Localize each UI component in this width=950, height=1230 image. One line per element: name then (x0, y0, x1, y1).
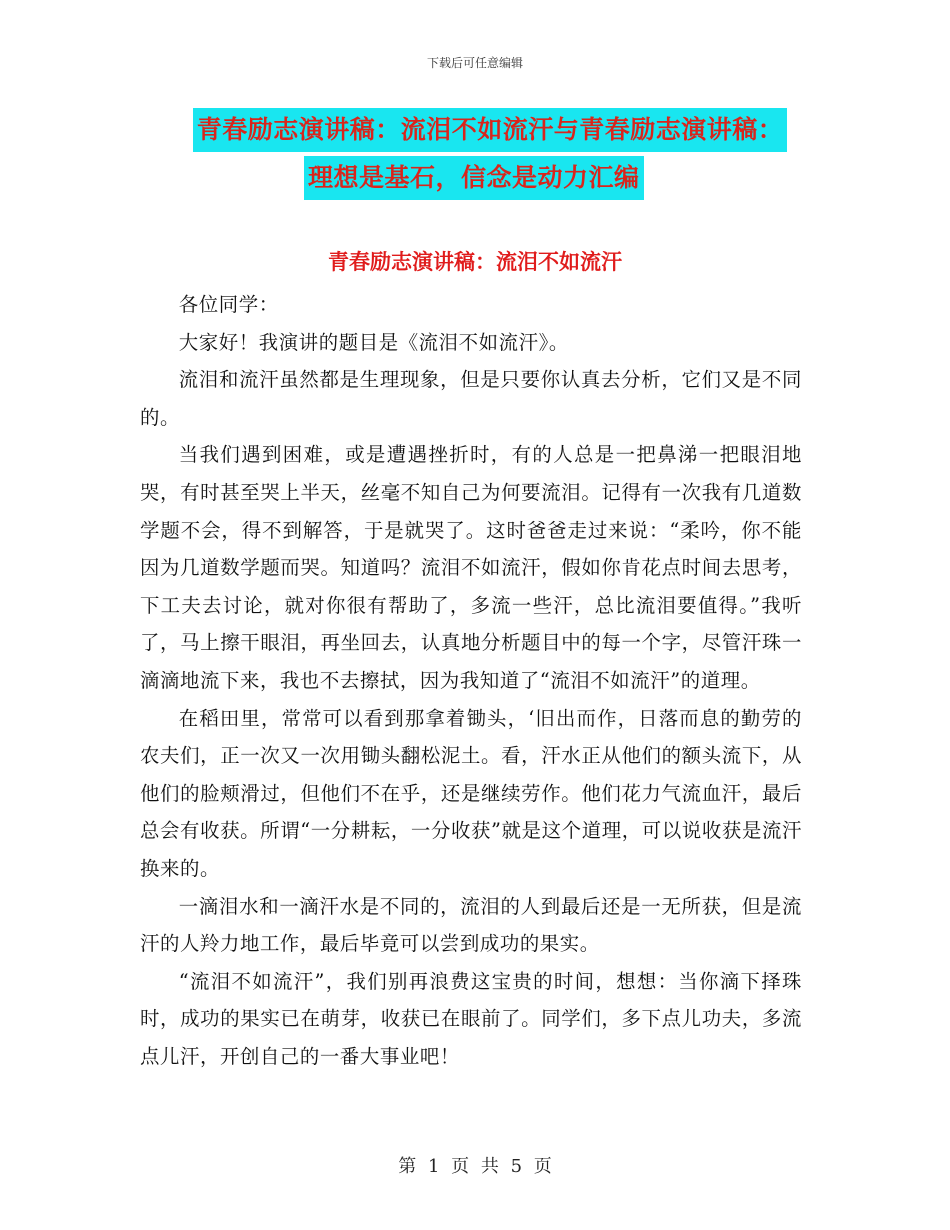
title-line-1: 青春励志演讲稿：流泪不如流汗与青春励志演讲稿： (193, 108, 788, 152)
paragraph: 一滴泪水和一滴汗水是不同的，流泪的人到最后还是一无所获，但是流汗的人羚力地工作，最后毕竟可以尝到成功的果实。 (140, 894, 802, 956)
header-note: 下载后可任意编辑 (426, 56, 523, 70)
paragraph: 当我们遇到困难，或是遭遇挫折时，有的人总是一把鼻涕一把眼泪地哭，有时甚至哭上半天，丝毫不知自己为何要流泪。记得有一次我有几道数学题不会，得不到解答，于是就哭了。这时爸爸走过来说：“柔吟，你不能因为几道数学题而哭。知道吗？流泪不如流汗，假如你肯花点时间去思考，下工夫去讨论，就对你很有帮助了，多流一些汗，总比流泪要值得。”我听了，马上擦干眼泪，再坐回去，认真地分析题目中的每一个字，尽管汗珠一滴滴地流下来，我也不去擦拭，因为我知道了“流泪不如流汗”的道理。 (140, 443, 802, 692)
document-title (0, 108, 950, 200)
paragraph: 在稻田里，常常可以看到那拿着锄头，‘旧出而作，日落而息的勤劳的农夫们，正一次又一次用锄头翻松泥土。看，汗水正从他们的额头流下，从他们的脸颊滑过，但他们不在乎，还是继续劳作。他们花力气流血汗，最后总会有收获。所谓“一分耕耘，一分收获”就是这个道理，可以说收获是流汗换来的。 (140, 706, 802, 880)
section-title: 青春励志演讲稿：流泪不如流汗 (328, 249, 622, 274)
title-line-2: 理想是基石，信念是动力汇编 (304, 156, 644, 200)
paragraph: 流泪和流汗虽然都是生理现象，但是只要你认真去分析，它们又是不同的。 (140, 368, 802, 429)
paragraph: “流泪不如流汗”，我们别再浪费这宝贵的时间，想想：当你滴下择珠时，成功的果实已在萌芽，收获已在眼前了。同学们，多下点儿功夫，多流点儿汗，开创自己的一番大事业吧！ (140, 969, 802, 1068)
paragraph: 各位同学： (178, 293, 279, 316)
page-footer: 第 1 页 共 5 页 (398, 1156, 552, 1177)
body-text (140, 286, 802, 1075)
paragraph: 大家好！我演讲的题目是《流泪不如流汗》。 (178, 330, 569, 354)
